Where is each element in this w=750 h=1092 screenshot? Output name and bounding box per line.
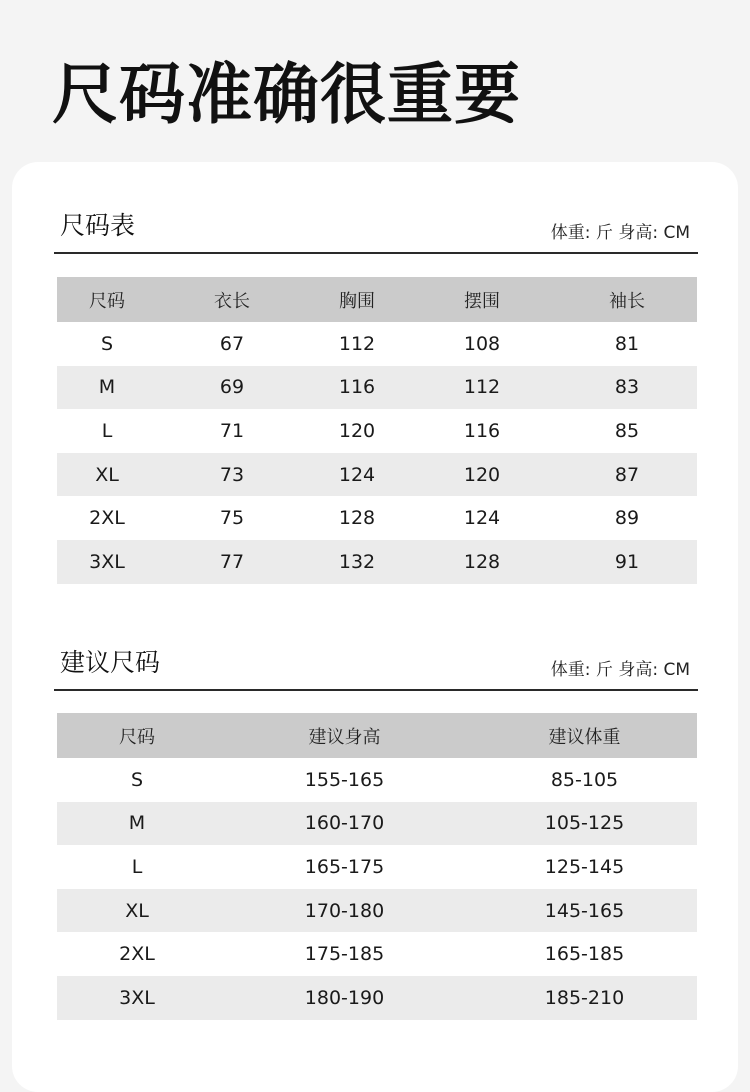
- table-cell: 120: [463, 463, 501, 486]
- table-cell: 116: [463, 419, 501, 442]
- table-cell: 120: [338, 419, 376, 442]
- col-header: 衣长: [214, 290, 250, 312]
- table-cell: 85-105: [550, 768, 619, 791]
- col-header: 建议体重: [548, 726, 621, 748]
- size-chart-unit: 体重: 斤 身高: CM: [550, 223, 690, 243]
- table-cell: 112: [463, 376, 501, 399]
- table-row: [57, 322, 697, 366]
- table-cell: 69: [219, 376, 245, 399]
- table-cell: 170-180: [304, 899, 385, 922]
- table-row: [57, 366, 697, 410]
- table-cell: 87: [614, 463, 640, 486]
- recommend-unit: 体重: 斤 身高: CM: [550, 660, 690, 680]
- col-header: 摆围: [464, 290, 500, 312]
- table-row: [57, 496, 697, 540]
- size-chart-header: [54, 208, 698, 254]
- table-cell: M: [98, 376, 116, 399]
- table-row: [57, 453, 697, 497]
- table-cell: 128: [463, 550, 501, 573]
- table-row: [57, 409, 697, 453]
- table-cell: 71: [219, 419, 245, 442]
- recommend-title: 建议尺码: [60, 648, 161, 677]
- table-cell: 175-185: [304, 943, 385, 966]
- table-cell: 128: [338, 507, 376, 530]
- table-cell: 160-170: [304, 812, 385, 835]
- table-row: [57, 932, 697, 976]
- table-cell: 124: [338, 463, 376, 486]
- table-cell: 132: [338, 550, 376, 573]
- table-cell: 91: [614, 550, 640, 573]
- table-cell: 125-145: [544, 855, 625, 878]
- table-cell: 2XL: [119, 943, 155, 966]
- table-cell: 105-125: [544, 812, 625, 835]
- table-row: [57, 758, 697, 802]
- col-header: 袖长: [609, 290, 645, 312]
- size-chart-table: [57, 277, 697, 584]
- table-row: [57, 540, 697, 584]
- table-cell: 77: [219, 550, 245, 573]
- table-cell: L: [101, 419, 113, 442]
- col-header: 尺码: [119, 726, 155, 748]
- recommend-table: [57, 713, 697, 1020]
- table-cell: 112: [338, 332, 376, 355]
- table-cell: 75: [219, 507, 245, 530]
- table-cell: 3XL: [119, 986, 155, 1009]
- table-cell: 165-175: [304, 855, 385, 878]
- size-chart-header-row: [57, 277, 697, 322]
- table-cell: 155-165: [304, 768, 385, 791]
- size-chart-title: 尺码表: [60, 211, 136, 240]
- table-cell: 145-165: [544, 899, 625, 922]
- table-cell: S: [100, 332, 114, 355]
- table-row: [57, 976, 697, 1020]
- table-cell: S: [130, 768, 144, 791]
- table-row: [57, 845, 697, 889]
- table-cell: 124: [463, 507, 501, 530]
- page-headline: 尺码准确很重要: [52, 56, 521, 133]
- table-cell: 81: [614, 332, 640, 355]
- table-cell: 89: [614, 507, 640, 530]
- table-cell: M: [128, 812, 146, 835]
- recommend-header: [54, 645, 698, 691]
- table-cell: 3XL: [89, 550, 125, 573]
- col-header: 建议身高: [308, 726, 381, 748]
- table-cell: 67: [219, 332, 245, 355]
- col-header: 尺码: [89, 290, 125, 312]
- table-cell: XL: [125, 899, 149, 922]
- table-cell: 83: [614, 376, 640, 399]
- recommend-header-row: [57, 713, 697, 758]
- table-cell: 73: [219, 463, 245, 486]
- table-cell: 2XL: [89, 507, 125, 530]
- table-row: [57, 802, 697, 846]
- table-cell: 116: [338, 376, 376, 399]
- table-cell: L: [131, 855, 143, 878]
- col-header: 胸围: [339, 290, 375, 312]
- table-cell: XL: [95, 463, 119, 486]
- table-cell: 165-185: [544, 943, 625, 966]
- table-row: [57, 889, 697, 933]
- table-cell: 180-190: [304, 986, 385, 1009]
- table-cell: 85: [614, 419, 640, 442]
- table-cell: 108: [463, 332, 501, 355]
- table-cell: 185-210: [544, 986, 625, 1009]
